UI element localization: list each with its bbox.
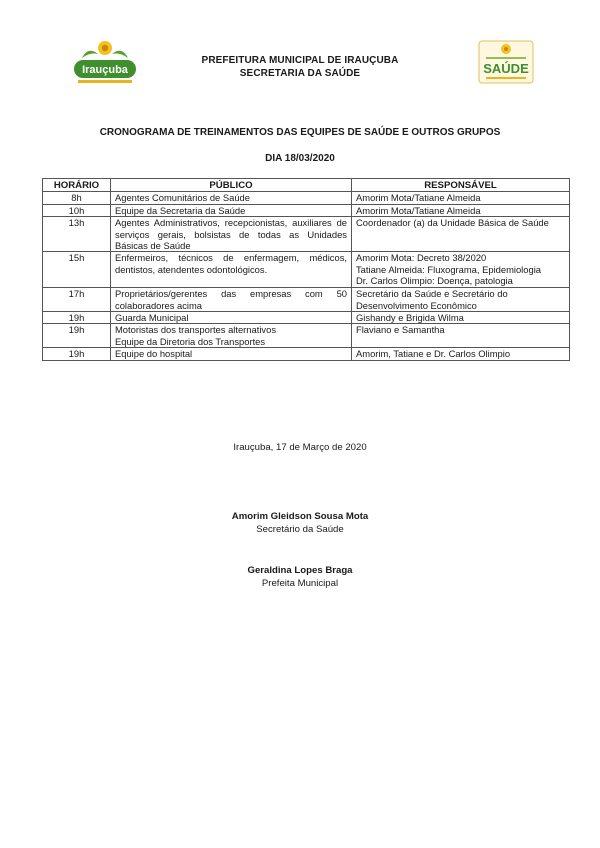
responsible-line: Secretário da Saúde e Secretário do Desenvolvimento Econômico [356, 288, 508, 311]
municipality-title: PREFEITURA MUNICIPAL DE IRAUÇUBA [201, 55, 399, 66]
public-line: Equipe da Diretoria dos Transportes [115, 335, 266, 347]
table-row [43, 324, 570, 348]
signer-name: Geraldina Lopes Braga [247, 565, 353, 576]
row-public [111, 312, 352, 324]
row-time: 19h [43, 324, 111, 348]
public-line: Motoristas dos transportes alternativos [115, 324, 277, 336]
row-time: 10h [43, 204, 111, 216]
responsible-line: Amorim, Tatiane e Dr. Carlos Olimpio [356, 348, 511, 360]
row-public [111, 217, 352, 252]
schedule-table [42, 178, 570, 361]
responsible-line: Amorim Mota: Decreto 38/2020 [356, 252, 487, 264]
row-responsible [352, 217, 570, 252]
row-time: 17h [43, 288, 111, 312]
table-row [43, 312, 570, 324]
row-responsible [352, 312, 570, 324]
document-title: CRONOGRAMA DE TREINAMENTOS DAS EQUIPES DE SAÚDE E OUTROS GRUPOS [99, 127, 501, 138]
signature-block [0, 510, 600, 536]
place-date: Irauçuba, 17 de Março de 2020 [233, 442, 367, 453]
public-line: Agentes Comunitários de Saúde [115, 192, 250, 204]
table-row [43, 192, 570, 204]
responsible-line: Tatiane Almeida: Fluxograma, Epidemiologia [356, 263, 541, 275]
public-line: Guarda Municipal [115, 312, 189, 324]
row-public [111, 204, 352, 216]
table-row [43, 252, 570, 288]
signer-role: Prefeita Municipal [261, 578, 339, 589]
row-time: 13h [43, 217, 111, 252]
svg-text:Irauçuba: Irauçuba [82, 64, 128, 76]
signer-name: Amorim Gleidson Sousa Mota [231, 511, 369, 522]
document-date: DIA 18/03/2020 [265, 153, 335, 164]
responsible-line: Flaviano e Samantha [356, 324, 445, 336]
responsible-line: Gishandy e Brigida Wilma [356, 312, 464, 324]
row-responsible [352, 192, 570, 204]
row-time: 19h [43, 348, 111, 360]
public-line: Equipe do hospital [115, 348, 193, 360]
row-public [111, 348, 352, 360]
table-row [43, 348, 570, 360]
row-time: 15h [43, 252, 111, 288]
row-responsible [352, 288, 570, 312]
row-public [111, 324, 352, 348]
svg-text:SAÚDE: SAÚDE [483, 61, 529, 76]
department-title: SECRETARIA DA SAÚDE [239, 68, 361, 79]
responsible-line: Amorim Mota/Tatiane Almeida [356, 192, 481, 204]
row-responsible [352, 348, 570, 360]
table-row [43, 204, 570, 216]
header-horario: HORÁRIO [43, 179, 111, 192]
row-responsible [352, 324, 570, 348]
public-line: Agentes Administrativos, recepcionistas, auxiliares de serviços gerais, bolsistas de todas as Unidades Básicas de Saúde [115, 217, 347, 252]
signature-block [0, 564, 600, 590]
row-public [111, 252, 352, 288]
table-row [43, 217, 570, 252]
public-line: Enfermeiros, técnicos de enfermagem, médicos, dentistos, atendentes odontológicos. [115, 252, 347, 275]
row-time: 19h [43, 312, 111, 324]
row-responsible [352, 204, 570, 216]
header-responsavel: RESPONSÁVEL [352, 179, 570, 192]
responsible-line: Coordenador (a) da Unidade Básica de Saúde [356, 217, 549, 229]
signer-role: Secretário da Saúde [256, 524, 344, 535]
header-publico: PÚBLICO [111, 179, 352, 192]
row-responsible [352, 252, 570, 288]
table-header-row [43, 179, 570, 192]
header [0, 54, 600, 80]
responsible-line: Amorim Mota/Tatiane Almeida [356, 204, 481, 216]
responsible-line: Dr. Carlos Olimpio: Doença, patologia [356, 275, 513, 287]
public-line: Proprietários/gerentes das empresas com 50 colaboradores acima [115, 288, 347, 311]
public-line: Equipe da Secretaria da Saúde [115, 204, 246, 216]
row-public [111, 192, 352, 204]
row-public [111, 288, 352, 312]
row-time: 8h [43, 192, 111, 204]
table-row [43, 288, 570, 312]
